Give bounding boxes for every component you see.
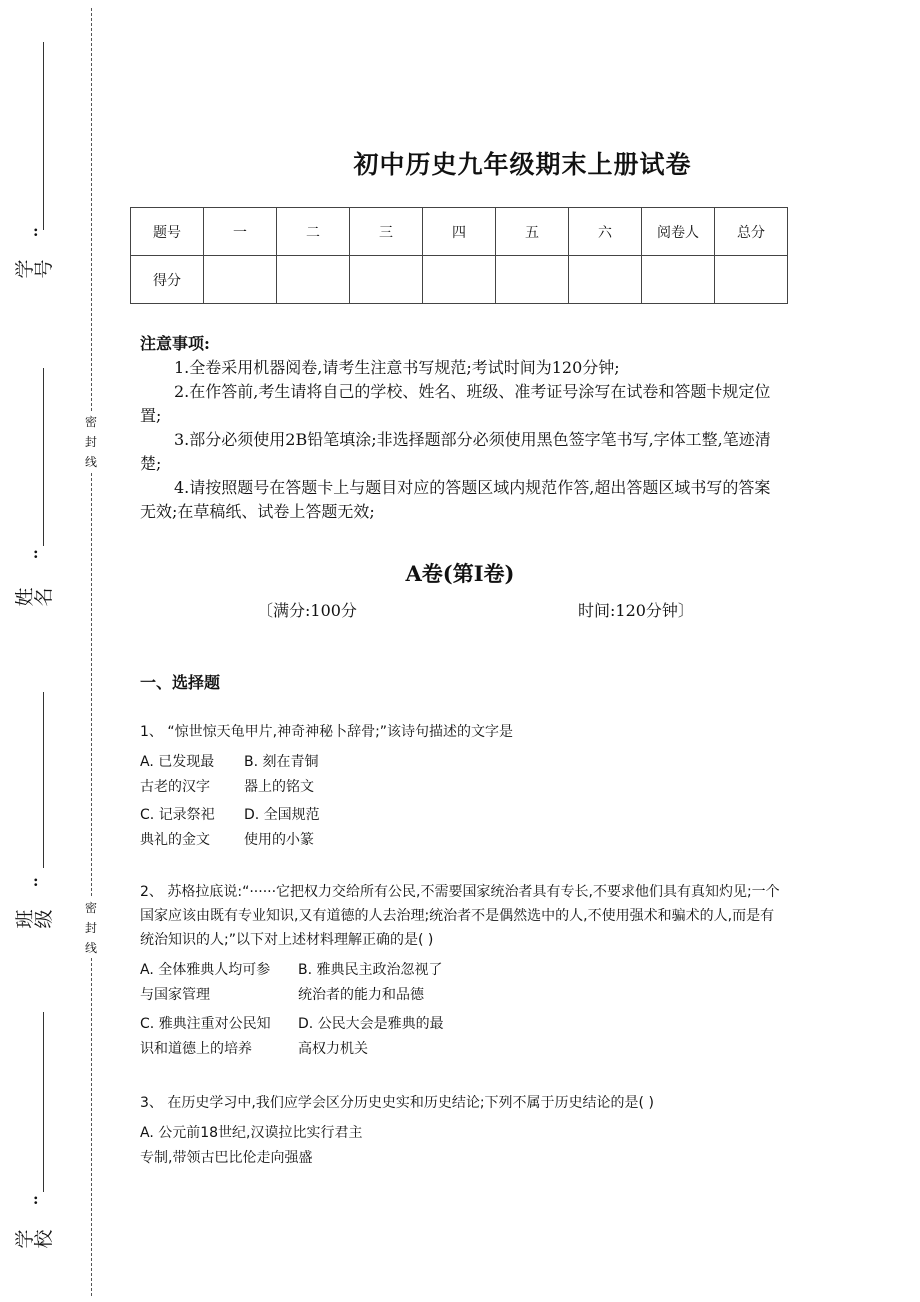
notes-heading: 注意事项: bbox=[140, 334, 210, 353]
name-colon: : bbox=[33, 544, 39, 562]
score-table bbox=[130, 207, 788, 304]
score-blank-cell bbox=[642, 256, 715, 304]
name-blank bbox=[43, 368, 44, 546]
class-blank bbox=[43, 692, 44, 868]
score-table-score-row bbox=[131, 256, 788, 304]
score-cell-q5: 五 bbox=[496, 208, 569, 256]
class-colon: : bbox=[33, 872, 39, 890]
paper-section-title: A卷(第I卷) bbox=[405, 561, 515, 586]
question-number: 1、 bbox=[140, 724, 163, 740]
full-score: 〔满分:100分 bbox=[257, 601, 357, 620]
option-a bbox=[140, 958, 270, 1008]
score-cell-total: 总分 bbox=[715, 208, 788, 256]
class-label: 班级 bbox=[14, 909, 55, 929]
score-row-label: 得分 bbox=[131, 256, 204, 304]
option-text: 高权力机关 bbox=[298, 1041, 368, 1057]
option-b bbox=[298, 958, 443, 1008]
option-text: 雅典民主政治忽视了 bbox=[316, 962, 443, 978]
question-text: 在历史学习中,我们应学会区分历史史实和历史结论;下列不属于历史结论的是( ) bbox=[167, 1095, 654, 1111]
notes-item: 1.全卷采用机器阅卷,请考生注意书写规范;考试时间为120分钟; bbox=[174, 358, 620, 377]
option-a bbox=[140, 1121, 363, 1171]
score-blank-cell bbox=[277, 256, 350, 304]
score-cell-label: 题号 bbox=[131, 208, 204, 256]
score-cell-q4: 四 bbox=[423, 208, 496, 256]
option-text: 刻在青铜 bbox=[262, 754, 319, 770]
score-blank-cell bbox=[204, 256, 277, 304]
score-cell-grader: 阅卷人 bbox=[642, 208, 715, 256]
option-d bbox=[298, 1012, 444, 1062]
student-no-label: 学号 bbox=[14, 259, 55, 279]
option-letter: A. bbox=[140, 962, 154, 978]
name-label: 姓名 bbox=[14, 587, 55, 607]
question-3 bbox=[140, 1091, 785, 1115]
student-no-blank bbox=[43, 42, 44, 230]
option-text: 识和道德上的培养 bbox=[140, 1041, 252, 1057]
option-text: 专制,带领古巴比伦走向强盛 bbox=[140, 1150, 313, 1166]
school-colon: : bbox=[33, 1190, 39, 1208]
seal-text-lower: 密 封 线 bbox=[82, 898, 100, 958]
school-label: 学校 bbox=[14, 1229, 55, 1249]
option-letter: A. bbox=[140, 1125, 154, 1141]
question-number: 3、 bbox=[140, 1095, 163, 1111]
seal-text-upper: 密 封 线 bbox=[82, 412, 100, 472]
option-text: 器上的铭文 bbox=[244, 779, 314, 795]
option-text: 使用的小篆 bbox=[244, 832, 314, 848]
option-text: 古老的汉字 bbox=[140, 779, 210, 795]
option-text: 全体雅典人均可参 bbox=[158, 962, 271, 978]
notes-item: 4.请按照题号在答题卡上与题目对应的答题区域内规范作答,超出答题区域书写的答案无效;在草稿纸、试卷上答题无效; bbox=[140, 478, 771, 521]
option-text: 记录祭祀 bbox=[158, 807, 215, 823]
score-blank-cell bbox=[569, 256, 642, 304]
option-text: 典礼的金文 bbox=[140, 832, 210, 848]
option-text: 统治者的能力和品德 bbox=[298, 987, 424, 1003]
score-cell-q6: 六 bbox=[569, 208, 642, 256]
time-limit: 时间:120分钟〕 bbox=[578, 601, 694, 620]
option-c bbox=[140, 803, 215, 853]
option-letter: A. bbox=[140, 754, 154, 770]
notes-item: 2.在作答前,考生请将自己的学校、姓名、班级、准考证号涂写在试卷和答题卡规定位置; bbox=[140, 382, 771, 425]
option-letter: B. bbox=[298, 962, 313, 978]
exam-title: 初中历史九年级期末上册试卷 bbox=[353, 150, 692, 179]
question-text: 苏格拉底说:“······它把权力交给所有公民,不需要国家统治者具有专长,不要求他们具有真知灼见;一个国家应该由既有专业知识,又有道德的人去治理;统治者不是偶然选中的人,不使用强术和骗术的人,而是有统治知识的人;”以下对上述材料理解正确的是( ) bbox=[140, 884, 780, 948]
score-blank-cell bbox=[423, 256, 496, 304]
option-c bbox=[140, 1012, 271, 1062]
option-text: 与国家管理 bbox=[140, 987, 210, 1003]
option-letter: D. bbox=[244, 807, 260, 823]
option-letter: C. bbox=[140, 807, 155, 823]
option-text: 全国规范 bbox=[263, 807, 320, 823]
binding-dash-line bbox=[91, 8, 92, 1296]
question-text: “惊世惊天龟甲片,神奇神秘卜辞骨;”该诗句描述的文字是 bbox=[167, 724, 514, 740]
question-2 bbox=[140, 880, 785, 952]
option-b bbox=[244, 750, 319, 800]
score-cell-q3: 三 bbox=[350, 208, 423, 256]
question-1 bbox=[140, 720, 785, 744]
section-heading-choice: 一、选择题 bbox=[140, 673, 221, 692]
school-blank bbox=[43, 1012, 44, 1192]
score-cell-q2: 二 bbox=[277, 208, 350, 256]
option-a bbox=[140, 750, 214, 800]
option-letter: C. bbox=[140, 1016, 155, 1032]
score-table-header-row bbox=[131, 208, 788, 256]
score-blank-cell bbox=[350, 256, 423, 304]
notes-block bbox=[140, 332, 785, 524]
score-blank-cell bbox=[496, 256, 569, 304]
option-d bbox=[244, 803, 320, 853]
question-number: 2、 bbox=[140, 884, 163, 900]
option-letter: D. bbox=[298, 1016, 314, 1032]
option-text: 公民大会是雅典的最 bbox=[317, 1016, 444, 1032]
option-text: 已发现最 bbox=[158, 754, 215, 770]
student-no-colon: : bbox=[33, 222, 39, 240]
notes-item: 3.部分必须使用2B铅笔填涂;非选择题部分必须使用黑色签字笔书写,字体工整,笔迹清楚; bbox=[140, 430, 771, 473]
option-text: 雅典注重对公民知 bbox=[158, 1016, 271, 1032]
score-blank-cell bbox=[715, 256, 788, 304]
option-letter: B. bbox=[244, 754, 259, 770]
option-text: 公元前18世纪,汉谟拉比实行君主 bbox=[158, 1125, 363, 1141]
score-cell-q1: 一 bbox=[204, 208, 277, 256]
